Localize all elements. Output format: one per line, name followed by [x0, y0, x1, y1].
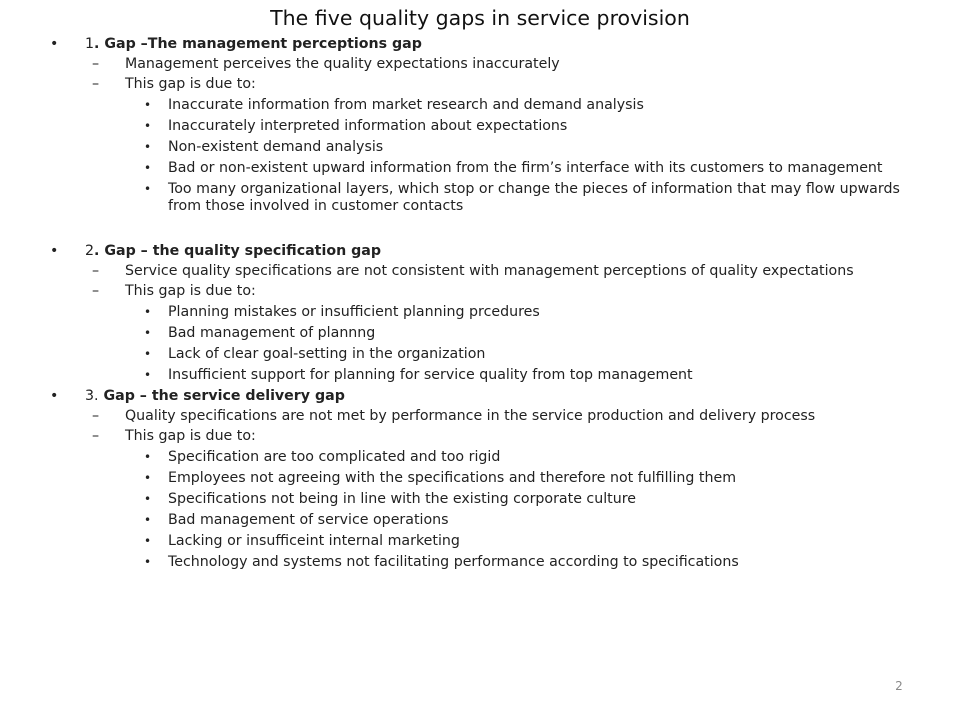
dash-icon: – — [92, 283, 100, 299]
cause-item — [48, 491, 928, 508]
gap-title: . Gap –The management perceptions gap — [94, 36, 422, 52]
cause-item — [48, 512, 928, 529]
slide-title: The five quality gaps in service provision — [270, 6, 690, 30]
dash-icon: – — [92, 56, 100, 72]
cause-text: Bad management of service operations — [168, 512, 449, 528]
bullet-icon: • — [144, 534, 152, 548]
gap-point — [48, 56, 928, 73]
gap-point — [48, 408, 928, 425]
cause-item — [48, 160, 928, 177]
dash-icon: – — [92, 408, 100, 424]
cause-item — [48, 470, 928, 487]
gap-point-text: This gap is due to: — [125, 76, 256, 92]
bullet-icon: • — [144, 555, 152, 569]
cause-item — [48, 97, 928, 114]
bullet-icon: • — [144, 513, 152, 527]
cause-item — [48, 304, 928, 321]
gap-heading — [48, 36, 928, 53]
gap-1-block — [48, 36, 928, 215]
cause-text: Inaccurately interpreted information about expectations — [168, 118, 568, 134]
gap-number: 3. — [85, 388, 99, 404]
gap-number: 2 — [85, 243, 95, 259]
cause-item — [48, 533, 928, 550]
cause-text: Lack of clear goal-setting in the organization — [168, 346, 486, 362]
cause-text: Too many organizational layers, which stop or change the pieces of information that may flow upwards from those involved in customer contacts — [168, 181, 900, 214]
cause-item — [48, 325, 928, 342]
gap-point-text: This gap is due to: — [125, 283, 256, 299]
dash-icon: – — [92, 263, 100, 279]
cause-text: Non-existent demand analysis — [168, 139, 384, 155]
cause-text: Lacking or insufficeint internal marketing — [168, 533, 460, 549]
gap-point-text: Service quality specifications are not consistent with management perceptions of quality expectations — [125, 263, 854, 279]
bullet-icon: • — [144, 326, 152, 340]
gap-point — [48, 283, 928, 300]
cause-item — [48, 449, 928, 466]
dash-icon: – — [92, 76, 100, 92]
gap-point-text: This gap is due to: — [125, 428, 256, 444]
bullet-icon: • — [144, 182, 152, 196]
gap-2-block — [48, 243, 928, 384]
bullet-icon: • — [144, 119, 152, 133]
bullet-icon: • — [50, 36, 59, 52]
page-number: 2 — [895, 679, 903, 693]
cause-text: Specification are too complicated and too rigid — [168, 449, 501, 465]
cause-text: Insufficient support for planning for service quality from top management — [168, 367, 693, 383]
slide-content — [48, 36, 928, 575]
cause-item — [48, 367, 928, 384]
cause-text: Employees not agreeing with the specifications and therefore not fulfilling them — [168, 470, 737, 486]
cause-text: Specifications not being in line with the existing corporate culture — [168, 491, 636, 507]
cause-text: Bad or non-existent upward information from the firm’s interface with its customers to management — [168, 160, 883, 176]
gap-heading — [48, 243, 928, 260]
cause-item — [48, 181, 928, 215]
blank-line — [48, 219, 928, 243]
bullet-icon: • — [50, 243, 59, 259]
gap-title: Gap – the service delivery gap — [98, 388, 345, 404]
gap-title: . Gap – the quality specification gap — [94, 243, 381, 259]
gap-point — [48, 76, 928, 93]
cause-text: Inaccurate information from market research and demand analysis — [168, 97, 644, 113]
bullet-icon: • — [144, 98, 152, 112]
gap-point-text: Quality specifications are not met by performance in the service production and delivery process — [125, 408, 816, 424]
bullet-icon: • — [144, 450, 152, 464]
cause-text: Technology and systems not facilitating performance according to specifications — [168, 554, 739, 570]
gap-3-block — [48, 388, 928, 571]
cause-text: Planning mistakes or insufficient planning prcedures — [168, 304, 540, 320]
cause-text: Bad management of plannng — [168, 325, 376, 341]
bullet-icon: • — [144, 368, 152, 382]
bullet-icon: • — [50, 388, 59, 404]
dash-icon: – — [92, 428, 100, 444]
bullet-icon: • — [144, 305, 152, 319]
bullet-icon: • — [144, 347, 152, 361]
cause-item — [48, 554, 928, 571]
gap-number: 1 — [85, 36, 95, 52]
gap-point — [48, 263, 928, 280]
bullet-icon: • — [144, 492, 152, 506]
cause-item — [48, 139, 928, 156]
gap-point-text: Management perceives the quality expectations inaccurately — [125, 56, 560, 72]
bullet-icon: • — [144, 140, 152, 154]
gap-heading — [48, 388, 928, 405]
gap-point — [48, 428, 928, 445]
cause-item — [48, 118, 928, 135]
cause-item — [48, 346, 928, 363]
bullet-icon: • — [144, 161, 152, 175]
bullet-icon: • — [144, 471, 152, 485]
